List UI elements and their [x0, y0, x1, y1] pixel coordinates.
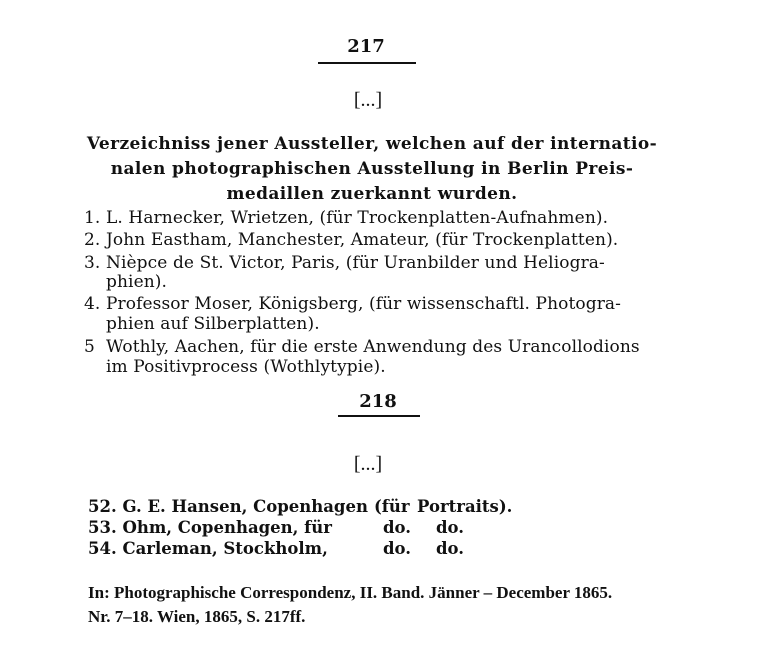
page-number-rule: [338, 415, 420, 417]
list-item: [88, 517, 332, 538]
item-number: 3.: [84, 253, 101, 273]
item-text: Nièpce de St. Victor, Paris, (für Uranbilder und Heliogra-: [106, 253, 605, 273]
list-item: [84, 208, 608, 228]
item-name: Ohm, Copenhagen, für: [122, 518, 332, 537]
item-column-1: (für: [374, 497, 410, 516]
list-title: [56, 132, 688, 207]
source-citation: [88, 581, 612, 629]
item-text: John Eastham, Manchester, Amateur, (für Trockenplatten).: [106, 230, 619, 250]
item-number: 52.: [88, 497, 117, 516]
list-item: [84, 253, 605, 273]
item-name: G. E. Hansen, Copenhagen: [122, 497, 368, 516]
item-text: Professor Moser, Königsberg, (für wissenschaftl. Photogra-: [106, 294, 622, 314]
item-continuation: phien auf Silberplatten).: [106, 314, 320, 334]
page-number-218: 218: [359, 391, 397, 412]
item-number: 53.: [88, 518, 117, 537]
item-column-1: do.: [383, 518, 411, 537]
item-number: 4.: [84, 294, 101, 314]
item-number: 1.: [84, 208, 101, 228]
title-line: Verzeichniss jener Aussteller, welchen auf der internatio-: [86, 134, 658, 154]
item-continuation: phien).: [106, 272, 168, 292]
title-line: nalen photographischen Ausstellung in Berlin Preis-: [110, 159, 634, 179]
page-number-217: 217: [347, 36, 385, 57]
page-number-rule: [318, 62, 416, 64]
citation-line: Nr. 7–18. Wien, 1865, S. 217ff.: [88, 607, 306, 626]
citation-line: In: Photographische Correspondenz, II. Band. Jänner – December 1865.: [88, 583, 613, 602]
list-item: [88, 496, 368, 517]
list-item: [84, 230, 618, 250]
item-column-1: do.: [383, 539, 411, 558]
list-item: [88, 538, 328, 559]
title-line: medaillen zuerkannt wurden.: [226, 184, 518, 204]
item-name: Carleman, Stockholm,: [122, 539, 328, 558]
item-number: 54.: [88, 539, 117, 558]
item-column-2: do.: [436, 539, 464, 558]
item-number: 2.: [84, 230, 101, 250]
item-number: 5: [84, 337, 95, 357]
item-column-2: do.: [436, 518, 464, 537]
omission-marker: [...]: [353, 453, 383, 475]
item-continuation: im Positivprocess (Wothlytypie).: [106, 357, 386, 377]
list-item: [84, 337, 640, 357]
item-text: Wothly, Aachen, für die erste Anwendung des Urancollodions: [106, 337, 640, 357]
omission-marker: [...]: [353, 89, 383, 111]
item-text: L. Harnecker, Wrietzen, (für Trockenplatten-Aufnahmen).: [106, 208, 609, 228]
list-item: [84, 294, 621, 314]
item-column-2: Portraits).: [417, 497, 513, 516]
